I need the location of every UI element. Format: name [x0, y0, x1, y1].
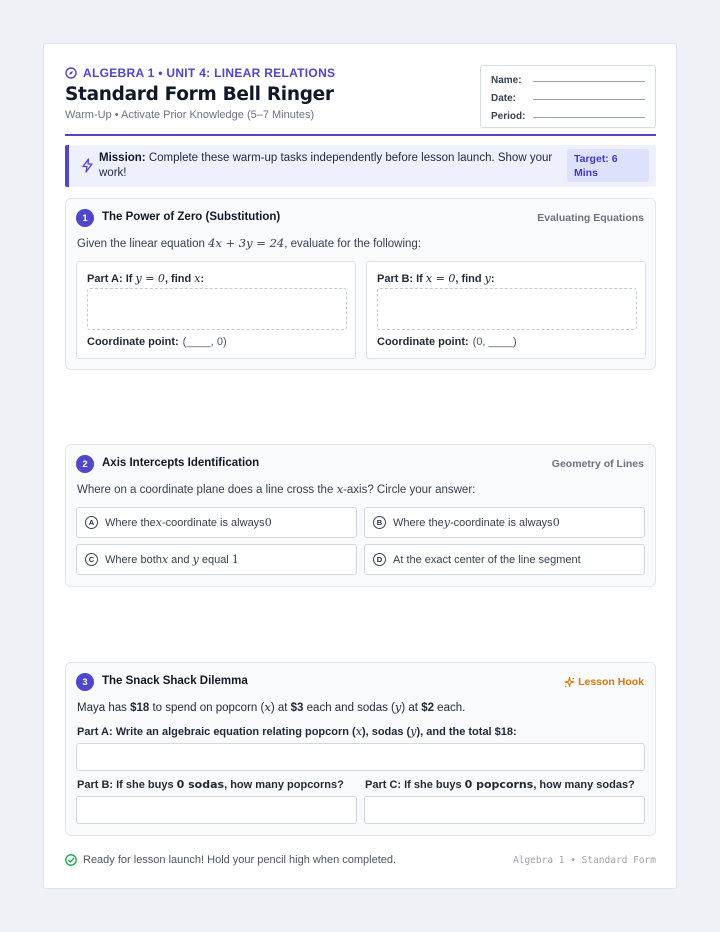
lightning-icon	[81, 158, 94, 173]
option-math: x	[155, 516, 162, 529]
section-1-card	[65, 198, 656, 370]
section-prompt	[77, 482, 475, 496]
section-number: 2	[76, 455, 94, 473]
prompt-var: x	[336, 482, 344, 496]
prompt-before: Where on a coordinate plane does a line cross the	[77, 484, 337, 496]
part-b-end: :	[490, 273, 495, 285]
target-badge: Target: 6 Mins	[567, 149, 649, 182]
option-a[interactable]	[76, 507, 357, 538]
section-title: The Snack Shack Dilemma	[102, 675, 248, 687]
text: ), and the total $18:	[416, 726, 517, 738]
text: each.	[433, 702, 466, 714]
name-field[interactable]	[491, 71, 645, 89]
option-text: and	[168, 553, 193, 566]
part-b-title	[377, 272, 495, 285]
var: y	[410, 725, 417, 738]
worksheet-footer	[65, 852, 656, 870]
option-letter: A	[85, 516, 98, 529]
part-a-answer-input[interactable]	[76, 743, 645, 771]
coord-value[interactable]: (____, 0)	[182, 336, 227, 348]
section-title: The Power of Zero (Substitution)	[102, 211, 281, 223]
part-c-answer-input[interactable]	[364, 796, 645, 824]
part-b-box	[366, 261, 646, 359]
part-b-var: y	[484, 272, 491, 285]
section-number: 1	[76, 209, 94, 227]
text: ) at	[270, 702, 291, 714]
page-subtitle: Warm-Up • Activate Prior Knowledge (5–7 Minutes)	[65, 109, 315, 121]
coord-value[interactable]: (0, ____)	[472, 336, 517, 348]
part-a-label	[77, 725, 517, 738]
date-label: Date:	[491, 92, 517, 104]
equation: 4x + 3y = 24	[208, 236, 285, 250]
amount: $18	[130, 702, 150, 714]
section-title: Axis Intercepts Identification	[102, 457, 260, 469]
text: , how many popcorns?	[224, 779, 344, 791]
part-b-coordinate	[377, 336, 517, 348]
part-a-mid: , find	[164, 273, 195, 285]
coord-label: Coordinate point:	[377, 336, 469, 348]
text: Maya has	[77, 702, 131, 714]
ready-text: Ready for lesson launch! Hold your pencil high when completed.	[83, 854, 397, 866]
emphasis: 0 sodas	[176, 778, 225, 791]
period-line[interactable]	[533, 117, 645, 118]
compass-icon	[65, 67, 77, 79]
var: x	[264, 700, 271, 714]
amount: $3	[290, 702, 304, 714]
text: to spend on popcorn (	[149, 702, 265, 714]
text: Part C: If she buys	[365, 779, 465, 791]
period-label: Period:	[491, 110, 526, 122]
prompt-after: , evaluate for the following:	[284, 238, 422, 250]
text: ) at	[401, 702, 422, 714]
section-number: 3	[76, 673, 94, 691]
page-title: Standard Form Bell Ringer	[65, 84, 334, 105]
part-a-var: x	[194, 272, 201, 285]
option-letter: C	[85, 553, 98, 566]
part-a-box	[76, 261, 356, 359]
part-b-prefix: Part B: If	[377, 273, 426, 285]
option-text: Where the	[105, 516, 156, 529]
mission-text	[99, 151, 559, 180]
option-b[interactable]	[364, 507, 645, 538]
text: Part A: Write an algebraic equation relating popcorn (	[77, 726, 356, 738]
option-math: x	[161, 553, 169, 566]
text: ), sodas (	[361, 726, 411, 738]
option-text: -coordinate is always	[449, 516, 553, 529]
part-a-coordinate	[87, 336, 227, 348]
option-letter: B	[373, 516, 386, 529]
emphasis: 0 popcorns	[464, 778, 534, 791]
option-math: 0	[264, 516, 272, 529]
word-problem	[77, 700, 465, 714]
section-tag: Evaluating Equations	[537, 212, 644, 224]
date-line[interactable]	[533, 99, 645, 100]
option-math: y	[443, 516, 450, 529]
option-text: Where both	[105, 553, 162, 566]
worksheet-header	[65, 64, 656, 136]
coord-label: Coordinate point:	[87, 336, 179, 348]
mission-body: Complete these warm-up tasks independently before lesson launch. Show your work!	[99, 152, 553, 179]
var: x	[355, 725, 362, 738]
section-3-card	[65, 662, 656, 836]
section-tag: Lesson Hook	[578, 676, 644, 688]
text: each and sodas (	[303, 702, 395, 714]
text: Part B: If she buys	[77, 779, 177, 791]
option-math: 0	[552, 516, 560, 529]
option-text: At the exact center of the line segment	[393, 553, 581, 566]
part-b-mid: , find	[455, 273, 485, 285]
section-2-card	[65, 444, 656, 587]
option-d[interactable]	[364, 544, 645, 575]
prompt-after: -axis? Circle your answer:	[343, 484, 476, 496]
ready-message	[65, 854, 396, 866]
unit-label-text: ALGEBRA 1 • UNIT 4: LINEAR RELATIONS	[83, 66, 336, 80]
part-b-label	[77, 778, 344, 791]
check-circle-icon	[65, 854, 77, 866]
option-text: Where the	[393, 516, 444, 529]
option-text: equal	[198, 553, 232, 566]
section-tag: Geometry of Lines	[551, 458, 644, 470]
amount: $2	[421, 702, 434, 714]
worksheet-page	[43, 43, 677, 889]
var: y	[394, 700, 402, 714]
part-a-prefix: Part A: If	[87, 273, 136, 285]
part-b-answer-input[interactable]	[76, 796, 357, 824]
name-label: Name:	[491, 74, 522, 86]
part-a-title	[87, 272, 204, 285]
student-info-box	[480, 65, 656, 128]
part-a-end: :	[200, 273, 205, 285]
mission-label: Mission:	[99, 152, 146, 164]
option-c[interactable]	[76, 544, 357, 575]
part-b-condition: x = 0	[425, 272, 456, 285]
date-field[interactable]	[491, 89, 645, 107]
option-math: 1	[231, 553, 239, 566]
name-line[interactable]	[533, 81, 645, 82]
sparkle-icon	[564, 677, 575, 688]
prompt-before: Given the linear equation	[77, 238, 209, 250]
part-a-work-area[interactable]	[87, 288, 347, 330]
lesson-hook-tag	[564, 676, 644, 688]
part-c-label	[365, 778, 635, 791]
mission-banner	[65, 145, 656, 187]
option-letter: D	[373, 553, 386, 566]
section-prompt	[77, 236, 421, 250]
part-a-condition: y = 0	[135, 272, 165, 285]
option-text: -coordinate is always	[161, 516, 265, 529]
option-math: y	[192, 553, 199, 566]
part-b-work-area[interactable]	[377, 288, 637, 330]
period-field[interactable]	[491, 107, 645, 125]
footer-brand: Algebra 1 • Standard Form	[513, 855, 656, 866]
text: , how many sodas?	[533, 779, 635, 791]
